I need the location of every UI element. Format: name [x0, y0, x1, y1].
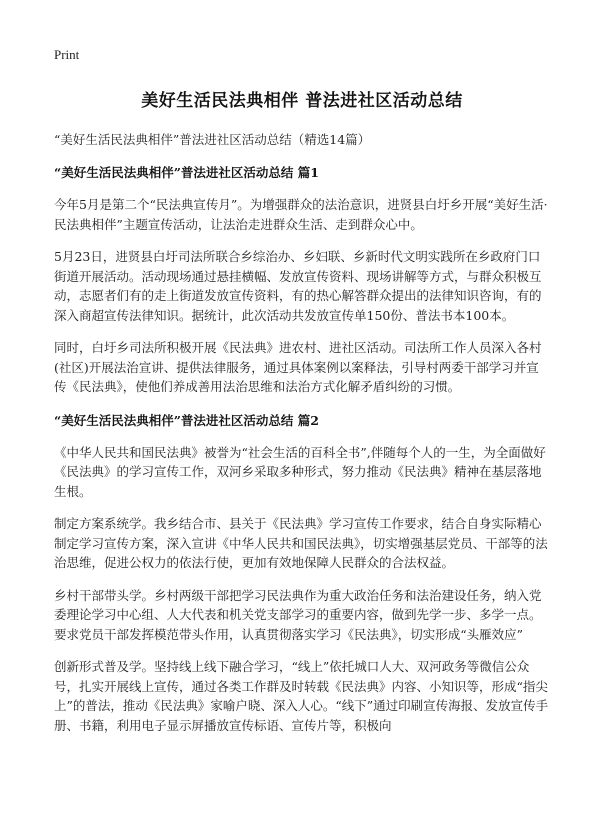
- print-link[interactable]: Print: [54, 47, 80, 62]
- section-1: [54, 164, 550, 397]
- section-2: [54, 412, 550, 736]
- page-title: 美好生活民法典相伴 普法进社区活动总结: [141, 91, 463, 111]
- section-heading: “美好生活民法典相伴”普法进社区活动总结 篇2: [54, 412, 319, 428]
- paragraph: 5月23日，进贤县白圩司法所联合乡综治办、乡妇联、乡新时代文明实践所在乡政府门口街道开展活动。活动现场通过悬挂横幅、发放宣传资料、现场讲解等方式，与群众积极互动，志愿者们有的走上街道发放宣传资料，有的热心解答群众提出的法律知识咨询，有的深入商超宣传法律知识。据统计，此次活动共发放宣传单150份、普法书本100本。: [54, 249, 542, 323]
- section-heading: “美好生活民法典相伴”普法进社区活动总结 篇1: [54, 165, 319, 180]
- paragraph: 今年5月是第二个“民法典宣传月”。为增强群众的法治意识，进贤县白圩乡开展“美好生活·民法典相伴”主题宣传活动，让法治走进群众生活、走到群众心中。: [54, 197, 548, 232]
- paragraph: 创新形式普及学。坚持线上线下融合学习，“线上”依托城口人大、双河政务等微信公众号，扎实开展线上宣传，通过各类工作群及时转载《民法典》内容、小知识等，形成“指尖上”的普法，推动《民法典》家喻户晓、深入人心。“线下”通过印刷宣传海报、发放宣传手册、书籍，利用电子显示屏播放宣传标语、宣传片等，积极向: [54, 659, 549, 733]
- document-subtitle: “美好生活民法典相伴”普法进社区活动总结（精选14篇）: [54, 132, 371, 147]
- paragraph: 制定方案系统学。我乡结合市、县关于《民法典》学习宣传工作要求，结合自身实际精心制定学习宣传方案，深入宣讲《中华人民共和国民法典》，切实增强基层党员、干部等的法治思维，促进公权力的依法行使，更加有效地保障人民群众的合法权益。: [54, 516, 548, 570]
- paragraph: 同时，白圩乡司法所积极开展《民法典》进农村、进社区活动。司法所工作人员深入各村(社区)开展法治宣讲、提供法律服务，通过具体案例以案释法，引导村两委干部学习并宣传《民法典》，使他们养成善用法治思维和法治方式化解矛盾纠纷的习惯。: [54, 340, 542, 394]
- paragraph: 《中华人民共和国民法典》被誉为“社会生活的百科全书”,伴随每个人的一生，为全面做好《民法典》的学习宣传工作，双河乡采取多种形式，努力推动《民法典》精神在基层落地生根。: [54, 444, 546, 499]
- paragraph: 乡村干部带头学。乡村两级干部把学习民法典作为重大政治任务和法治建设任务，纳入党委理论学习中心组、人大代表和机关党支部学习的重要内容，做到先学一步、多学一点。要求党员干部发挥模范带头作用，认真贯彻落实学习《民法典》，切实形成“头雁效应”: [54, 587, 542, 642]
